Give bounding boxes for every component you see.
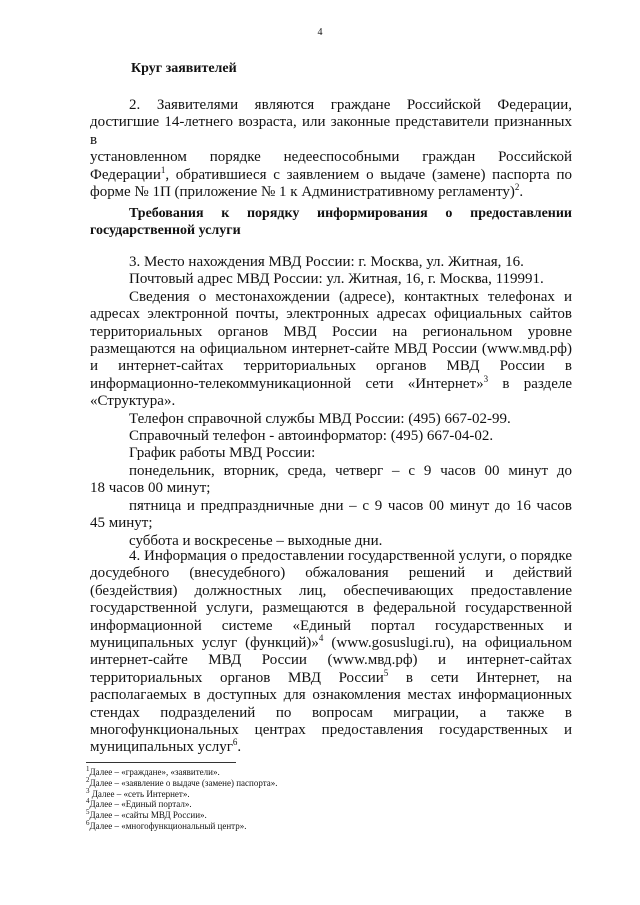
schedule-line: 18 часов 00 минут; (90, 480, 211, 497)
p4-line: государственной услуги, размещаются в федеральной государственной (90, 600, 572, 617)
p4-line: располагаемых в доступных для ознакомления местах информационных (90, 687, 572, 704)
phone-line: Телефон справочной службы МВД России: (495) 667-02-99. (129, 410, 511, 427)
p4-line: муниципальных услуг$^6$. (90, 737, 242, 756)
footnote-ref: 1 (160, 164, 166, 175)
paragraph-4 (90, 548, 572, 757)
p2-line: форме № 1П (приложение № 1 к Административному регламенту)$^2$. (90, 182, 524, 201)
schedule-line: пятница и предпраздничные дни – с 9 часов 00 минут до 16 часов (129, 497, 572, 514)
footnote: $^1$Далее – «граждане», «заявители». (86, 765, 220, 777)
footnote-ref: 3 (483, 373, 489, 384)
footnote: $^6$Далее – «многофункциональный центр». (86, 818, 247, 831)
footnote-ref: 2 (514, 182, 520, 193)
footnote-list (86, 767, 278, 832)
section-heading-informing: Требования к порядку информирования о предоставлении государственной услуги (90, 206, 572, 239)
paragraph-3 (90, 254, 572, 550)
p4-line: (бездействия) должностных лиц, обеспечивающих предоставление (90, 582, 572, 599)
p4-line: информационной системе «Единый портал государственных и (90, 617, 572, 634)
page-number: 4 (317, 27, 323, 38)
p4-line: многофункциональных центрах предоставления государственных и (90, 722, 572, 739)
p4-line: муниципальных услуг (функций)»$^4$ (www.gosuslugi.ru), на официальном (90, 633, 572, 652)
paragraph-2 (90, 97, 572, 201)
p4-line: территориальных органов МВД России$^5$ в сети Интернет, на (90, 667, 572, 686)
p4-line: интернет-сайте МВД России (www.мвд.рф) и интернет-сайтах (90, 652, 572, 669)
section-heading-applicants: Круг заявителей (131, 61, 237, 76)
info-line: размещаются на официальном интернет-сайте МВД России (www.мвд.рф) (90, 341, 572, 358)
footnote: $^4$Далее – «Единый портал». (86, 797, 192, 810)
p2-line: достигшие 14-летнего возраста, или законные представители признанных в (90, 114, 572, 148)
p4-line: стендах подразделений по вопросам миграции, а также в (90, 704, 572, 721)
schedule-line: суббота и воскресенье – выходные дни. (129, 532, 383, 549)
address-line: 3. Место нахождения МВД России: г. Москва, ул. Житная, 16. (129, 254, 524, 270)
info-line: информационно-телекоммуникационной сети «Интернет»$^3$ в разделе (90, 373, 572, 392)
footnote: $^3$ Далее – «сеть Интернет». (86, 786, 190, 799)
schedule-title: График работы МВД России: (129, 445, 316, 462)
p2-line: установленном порядке недееспособными граждан Российской (90, 149, 572, 166)
p4-line: 4. Информация о предоставлении государственной услуги, о порядке (129, 548, 572, 564)
info-line: Сведения о местонахождении (адресе), контактных телефонах и (129, 288, 572, 305)
info-line: территориальных органов МВД России на региональном уровне (90, 323, 572, 340)
footnote-ref: 4 (318, 633, 324, 644)
autoinfo-line: Справочный телефон - автоинформатор: (495) 667-04-02. (129, 428, 494, 445)
info-line: и интернет-сайтах территориальных органов МВД России в (90, 358, 572, 375)
footnote-ref: 5 (383, 667, 389, 678)
p4-line: досудебного (внесудебного) обжалования решений и действий (90, 565, 572, 582)
footnote-separator (86, 762, 236, 763)
footnote: $^2$Далее – «заявление о выдаче (замене) паспорта». (86, 775, 278, 788)
schedule-line: 45 минут; (90, 515, 153, 532)
postal-address: Почтовый адрес МВД России: ул. Житная, 16, г. Москва, 119991. (129, 271, 544, 288)
info-line: адресах электронной почты, электронных адресах официальных сайтов (90, 306, 572, 323)
schedule-line: понедельник, вторник, среда, четверг – с 9 часов 00 минут до (129, 462, 572, 479)
footnote-ref: 6 (232, 737, 238, 748)
p2-line: Федерации$^1$, обратившиеся с заявлением о выдаче (замене) паспорта по (90, 164, 572, 183)
footnote: $^5$Далее – «сайты МВД России». (86, 808, 207, 821)
info-line: «Структура». (90, 393, 176, 410)
p2-line: 2. Заявителями являются граждане Российской Федерации, (129, 97, 572, 113)
